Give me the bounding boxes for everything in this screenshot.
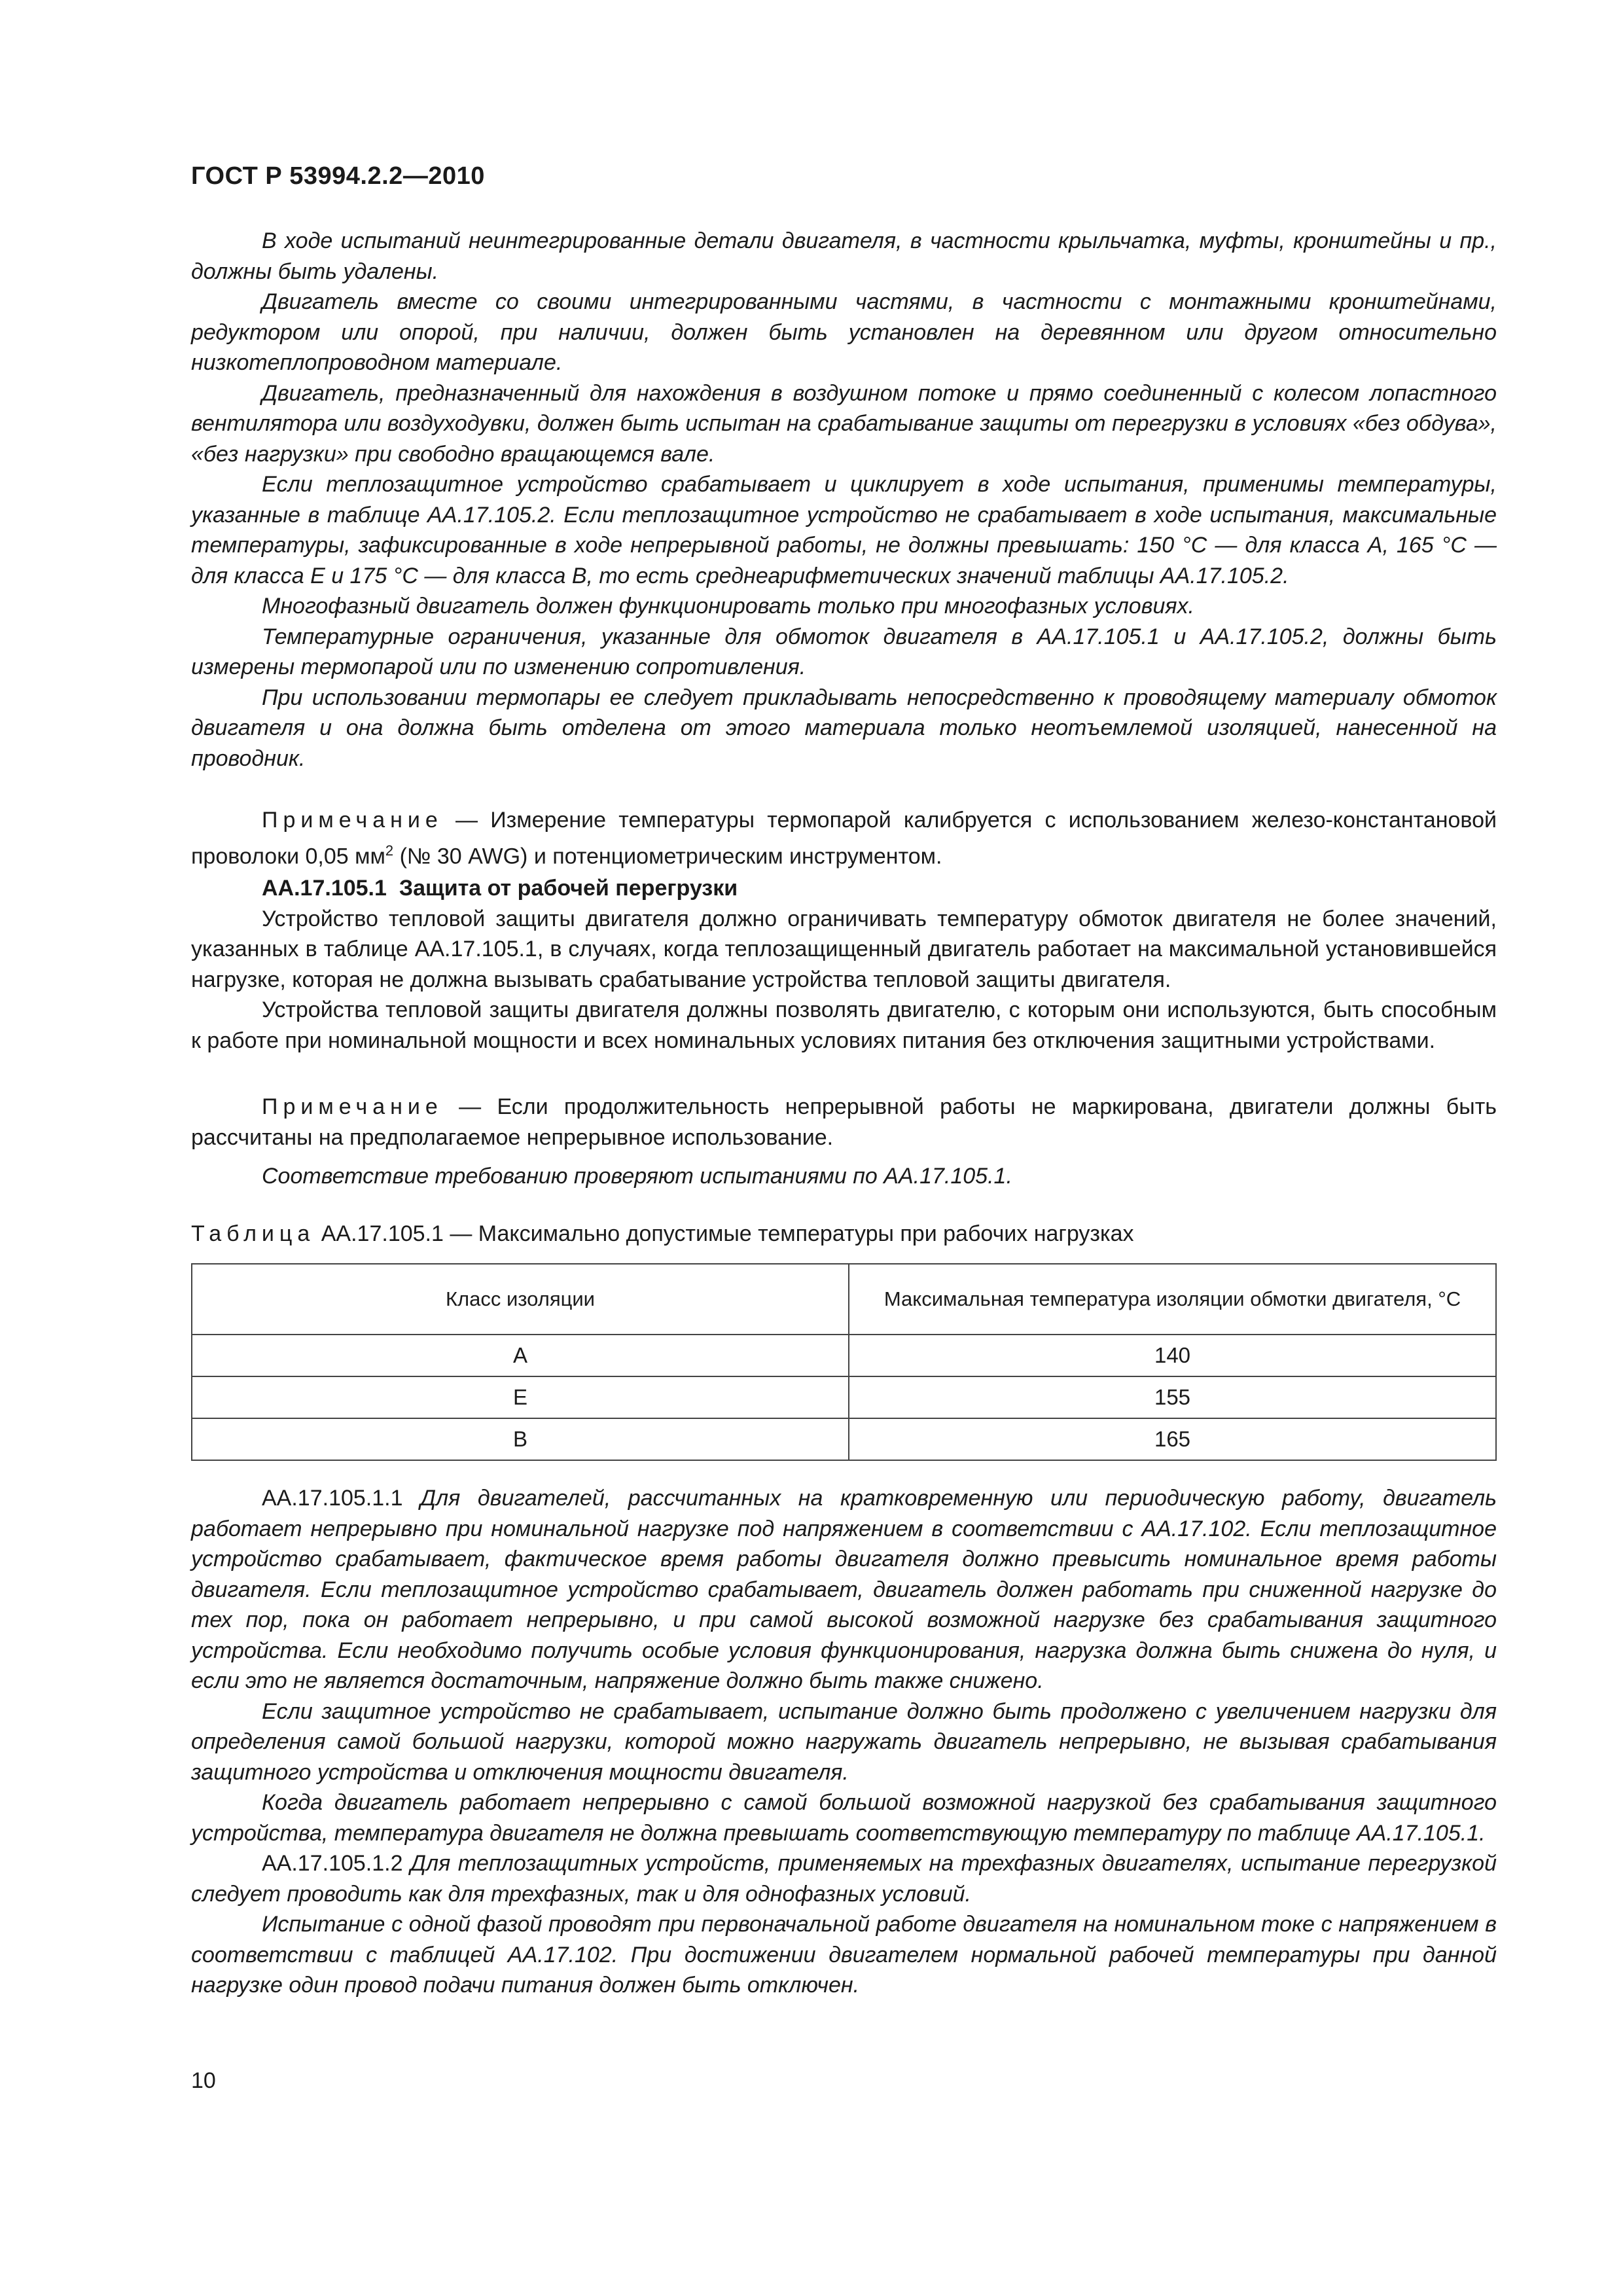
paragraph: Устройства тепловой защиты двигателя должны позволять двигателю, с которым они используются, быть способным к работе при номинальной мощности и всех номинальных условиях питания без отключения защитными устройствами. [191, 997, 1497, 1053]
note-text-end: (№ 30 AWG) и потенциометрическим инструментом. [393, 843, 942, 869]
page-number: 10 [191, 2068, 216, 2093]
clause-number: АА.17.105.1.1 [262, 1486, 403, 1511]
cell-class: Е [192, 1376, 849, 1418]
header-max-temperature: Максимальная температура изоляции обмотки двигателя, °С [849, 1264, 1496, 1335]
paragraph: Испытание с одной фазой проводят при первоначальной работе двигателя на номинальном токе с напряжением в соответствии с таблицей АА.17.102. При достижении двигателем нормальной рабочей температуры при данной нагрузке один провод подачи питания должен быть отключен. [191, 1912, 1497, 1998]
paragraph [191, 1483, 1497, 1696]
note-paragraph [191, 1092, 1497, 1153]
subsection-title: Защита от рабочей перегрузки [399, 876, 738, 901]
paragraph: Двигатель вместе со своими интегрированными частями, в частности с монтажными кронштейнами, редуктором или опорой, при наличии, должен быть установлен на деревянном или другом относительно низкотеплопроводном материале. [191, 289, 1497, 375]
section-2 [191, 1483, 1497, 2001]
cell-class: В [192, 1418, 849, 1460]
table-row [192, 1335, 1496, 1376]
cell-temperature: 140 [849, 1335, 1496, 1376]
paragraph: Многофазный двигатель должен функционировать только при многофазных условиях. [262, 594, 1194, 619]
paragraph: Устройство тепловой защиты двигателя должно ограничивать температуру обмоток двигателя не более значений, указанных в таблице АА.17.105.1, в случаях, когда теплозащищенный двигатель работает на максимальной установившейся нагрузке, которая не должна вызывать срабатывание устройства тепловой защиты двигателя. [191, 906, 1497, 992]
paragraph: Температурные ограничения, указанные для обмоток двигателя в АА.17.105.1 и АА.17.105.2, должны быть измерены термопарой или по изменению сопротивления. [191, 624, 1497, 679]
paragraph: Если защитное устройство не срабатывает, испытание должно быть продолжено с увеличением нагрузки для определения самой большой нагрузки, которой можно нагружать двигатель непрерывно, не вызывая срабатывания защитного устройства и отключения мощности двигателя. [191, 1698, 1497, 1785]
section-1 [191, 226, 1497, 774]
compliance-text: Соответствие требованию проверяют испытаниями по АА.17.105.1. [262, 1164, 1012, 1189]
table-title: АА.17.105.1 — Максимально допустимые температуры при рабочих нагрузках [315, 1221, 1134, 1246]
note-1 [191, 805, 1497, 871]
cell-temperature: 165 [849, 1418, 1496, 1460]
clause-text: Для теплозащитных устройств, применяемых на трехфазных двигателях, испытание перегрузкой следует проводить как для трехфазных, так и для однофазных условий. [191, 1851, 1497, 1907]
table-caption [191, 1219, 1497, 1249]
clause-text: Для двигателей, рассчитанных на кратковременную или периодическую работу, двигатель работает непрерывно при номинальной нагрузке под напряжением в соответствии с АА.17.102. Если теплозащитное устройство срабатывает, фактическое время работы двигателя должно превысить номинальное время работы двигателя. Если теплозащитное устройство срабатывает, двигатель должен работать при сниженной нагрузке до тех пор, пока он работает непрерывно, и при самой высокой возможной нагрузке без срабатывания защитного устройства. Если необходимо получить особые условия функционирования, нагрузка должна быть снижена до нуля, и если это не является достаточным, напряжение должно быть также снижено. [191, 1486, 1497, 1693]
superscript: 2 [385, 842, 394, 859]
paragraph: При использовании термопары ее следует прикладывать непосредственно к проводящему материалу обмоток двигателя и она должна быть отделена от этого материала только неотъемлемой изоляцией, нанесенной на проводник. [191, 685, 1497, 771]
table-header-row [192, 1264, 1496, 1335]
paragraph: Двигатель, предназначенный для нахождения в воздушном потоке и прямо соединенный с колесом лопастного вентилятора или воздуходувки, должен быть испытан на срабатывание защиты от перегрузки в условиях «без обдува», «без нагрузки» при свободно вращающемся вале. [191, 380, 1497, 467]
subsection-heading [191, 873, 1497, 904]
note-paragraph [191, 805, 1497, 871]
cell-class: А [192, 1335, 849, 1376]
table-row [192, 1418, 1496, 1460]
note-label: Примечание [262, 1094, 443, 1119]
header-insulation-class: Класс изоляции [192, 1264, 849, 1335]
note-label: Примечание [262, 808, 443, 833]
paragraph: Когда двигатель работает непрерывно с самой большой возможной нагрузкой без срабатывания защитного устройства, температура двигателя не должна превышать соответствующую температуру по таблице АА.17.105.1. [191, 1790, 1497, 1846]
insulation-table [191, 1263, 1497, 1461]
compliance-block [191, 1161, 1497, 1192]
note-text: — Измерение температуры термопарой калибруется с использованием железо-константановой проволоки 0,05 мм [191, 808, 1497, 869]
clause-number: АА.17.105.1.2 [262, 1851, 403, 1876]
note-text: — Если продолжительность непрерывной работы не маркирована, двигатели должны быть рассчитаны на предполагаемое непрерывное использование. [191, 1094, 1497, 1150]
paragraph: Если теплозащитное устройство срабатывает и циклирует в ходе испытания, применимы температуры, указанные в таблице АА.17.105.2. Если теплозащитное устройство не срабатывает в ходе испытания, максимальные температуры, зафиксированные в ходе непрерывной работы, не должны превышать: 150 °С — для класса А, 165 °С — для класса Е и 175 °С — для класса В, то есть среднеарифметических значений таблицы АА.17.105.2. [191, 472, 1497, 588]
table-row [192, 1376, 1496, 1418]
table-caption-text [191, 1219, 1497, 1249]
table-label: Таблица [191, 1221, 315, 1246]
note-2 [191, 1092, 1497, 1153]
document-code-header: ГОСТ Р 53994.2.2—2010 [191, 162, 485, 190]
paragraph [191, 1848, 1497, 1909]
subsection-number: АА.17.105.1 [262, 876, 387, 901]
cell-temperature: 155 [849, 1376, 1496, 1418]
paragraph: В ходе испытаний неинтегрированные детали двигателя, в частности крыльчатка, муфты, кронштейны и пр., должны быть удалены. [191, 228, 1497, 284]
subsection [191, 873, 1497, 1056]
